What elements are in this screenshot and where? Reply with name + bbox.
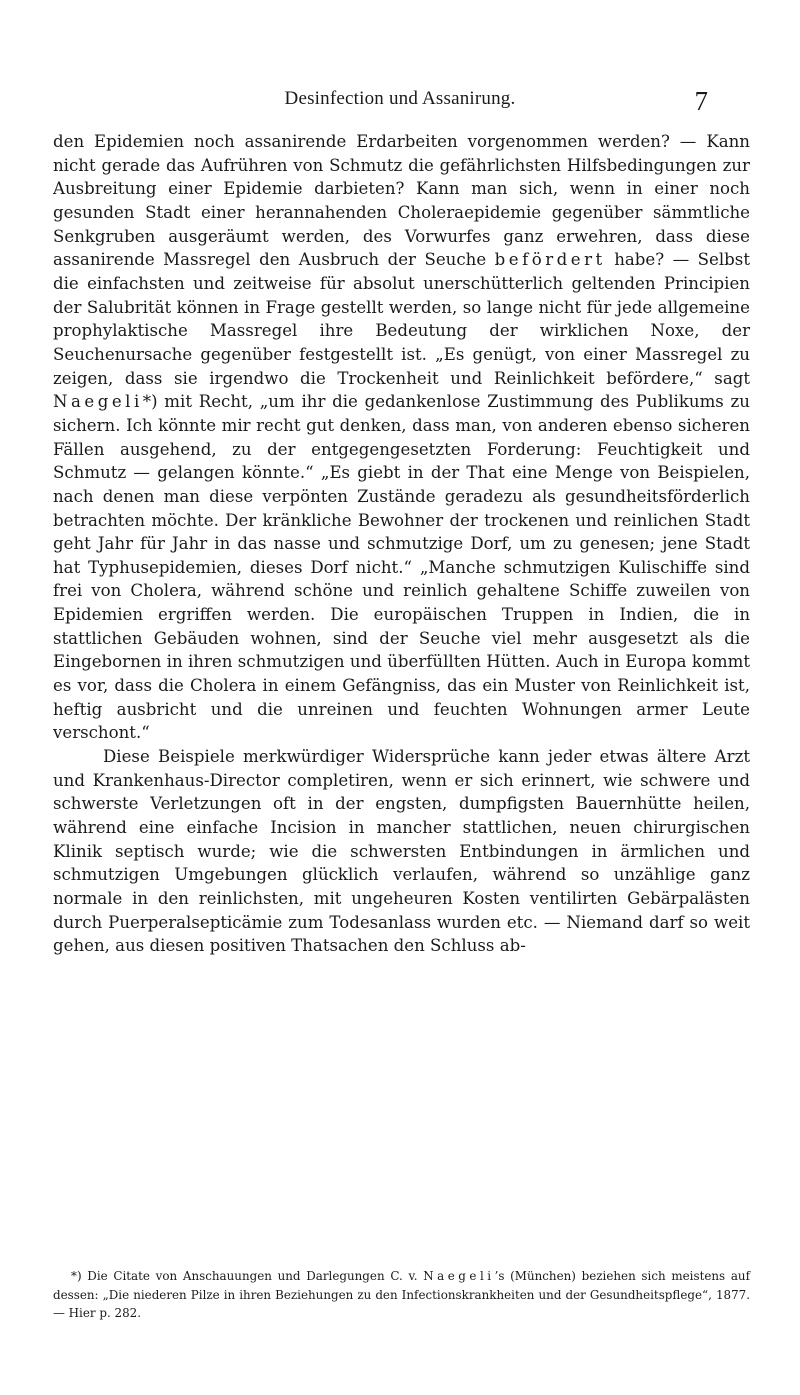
body-text-run: den Epidemien noch assanirende Erdarbeiten vorgenommen werden? — Kann nicht gerade das Aufrühren von Schmutz die gefährlichsten Hilfsbedingungen zur Ausbreitung einer Epidemie darbieten? Kann man sich, wenn in einer noch gesunden Stadt einer herannahenden Choleraepidemie gegenüber sämmtliche Senkgruben ausgeräumt werden, des Vorwurfes ganz erwehren, dass diese assanirende Massregel den Ausbruch der Seuche: [53, 132, 750, 270]
body-text-run: habe? — Selbst die einfachsten und zeitweise für absolut unerschütterlich geltenden Principien der Salubrität können in Frage gestellt werden, so lange nicht für jede allgemeine prophylaktische Massregel ihre Bedeutung der wirklichen Noxe, der Seuchenursache gegenüber festgestellt ist. „Es genügt, von einer Massregel zu zeigen, dass sie irgendwo die Trockenheit und Reinlichkeit befördere,“ sagt: [53, 250, 750, 388]
page-number: 7: [694, 86, 708, 116]
footnote-text-run: ’s (München) beziehen sich meistens auf dessen: „Die niederen Pilze in ihren Beziehungen zu den Infectionskrankheiten und der Gesundheitspflege“, 1877. — Hier p. 282.: [53, 1269, 750, 1321]
body-paragraph-1: [53, 130, 750, 745]
body-paragraph-2: Diese Beispiele merkwürdiger Widersprüche kann jeder etwas ältere Arzt und Krankenhaus-Director completiren, wenn er sich erinnert, wie schwere und schwerste Verletzungen oft in der engsten, dumpfigsten Bauernhütte heilen, während eine einfache Incision in mancher stattlichen, neuen chirurgischen Klinik septisch wurde; wie die schwersten Entbindungen in ärmlichen und schmutzigen Umgebungen glücklich verlaufen, während so unzählige ganz normale in den reinlichsten, mit ungeheuren Kosten ventilirten Gebärpalästen durch Puerperalsepticämie zum Todesanlass wurden etc. — Niemand darf so weit gehen, aus diesen positiven Thatsachen den Schluss ab-: [53, 747, 750, 956]
body-text-run: *) mit Recht, „um ihr die gedankenlose Zustimmung des Publikums zu sichern. Ich könnte mir recht gut denken, dass man, von anderen ebenso sicheren Fällen ausgehend, zu der entgegengesetzten Forderung: Feuchtigkeit und Schmutz — gelangen könnte.“ „Es giebt in der That eine Menge von Beispielen, nach denen man diese verpönten Zustände geradezu als gesundheitsförderlich betrachten möchte. Der kränkliche Bewohner der trockenen und reinlichen Stadt geht Jahr für Jahr in das nasse und schmutzige Dorf, um zu genesen; jene Stadt hat Typhusepidemien, dieses Dorf nicht.“ „Manche schmutzigen Kulischiffe sind frei von Cholera, während schöne und reinlich gehaltene Schiffe zuweilen von Epidemien ergriffen werden. Die europäischen Truppen in Indien, die in stattlichen Gebäuden wohnen, sind der Seuche viel mehr ausgesetzt als die Eingebornen in ihren schmutzigen und überfüllten Hütten. Auch in Europa kommt es vor, dass die Cholera in einem Gefängniss, das ein Muster von Reinlichkeit ist, heftig ausbricht und die unreinen und feuchten Wohnungen armer Leute verschont.“: [53, 392, 750, 743]
body-text: [53, 130, 750, 958]
running-header: [52, 88, 748, 116]
footnote-text-run: *) Die Citate von Anschauungen und Darlegungen C. v.: [71, 1269, 424, 1283]
author-name: Naegeli: [53, 392, 143, 412]
footnote-text: [53, 1267, 750, 1323]
emphasized-word: befördert: [494, 250, 606, 270]
footnote: [53, 1267, 750, 1323]
running-header-title: Desinfection und Assanirung.: [284, 88, 516, 109]
footnote-author-name: Naegeli: [423, 1269, 495, 1283]
